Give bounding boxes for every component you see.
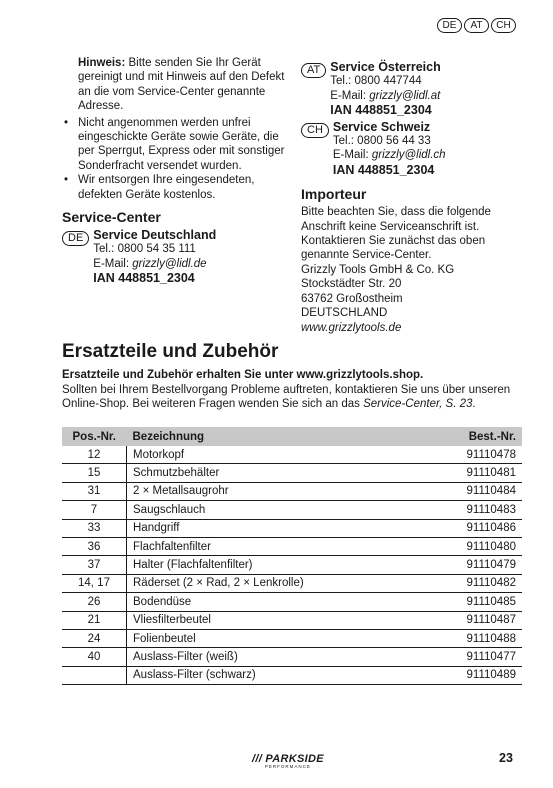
cell-best-nr: 91110481 (420, 464, 522, 482)
header-best-nr: Best.-Nr. (420, 427, 522, 446)
table-row (62, 666, 522, 684)
table-row (62, 464, 522, 482)
header-pos-nr: Pos.-Nr. (62, 427, 127, 446)
service-de-email[interactable]: grizzly@lidl.de (132, 257, 207, 270)
hint-label: Hinweis: (78, 57, 126, 69)
service-de-tel: Tel.: 0800 54 35 111 (93, 243, 196, 256)
cell-bezeichnung: Bodendüse (127, 593, 421, 611)
service-de-title: Service Deutschland (93, 228, 217, 243)
cell-bezeichnung: Auslass-Filter (weiß) (127, 648, 421, 666)
table-row (62, 629, 522, 647)
service-ch-block (301, 120, 511, 178)
cell-pos-nr: 37 (62, 556, 127, 574)
cell-pos-nr: 36 (62, 537, 127, 555)
cell-best-nr: 91110489 (420, 666, 522, 684)
parts-table (62, 427, 522, 685)
page-number: 23 (499, 751, 513, 765)
hint-text: Bitte senden Sie Ihr Gerät gereinigt und mit Hinweis auf den Defekt an die vom Service-Center genannte Adresse. (78, 57, 285, 113)
cell-best-nr: 91110480 (420, 537, 522, 555)
parts-section-title: Ersatzteile und Zubehör (62, 341, 279, 362)
cell-bezeichnung: Folienbeutel (127, 629, 421, 647)
email-label: E-Mail: (330, 89, 370, 102)
cell-bezeichnung: Räderset (2 × Rad, 2 × Lenkrolle) (127, 574, 421, 592)
country-badge-ch: CH (491, 18, 516, 33)
importer-address-line: 63762 Großostheim (301, 292, 403, 305)
right-column (301, 60, 511, 335)
brand-name: /// PARKSIDE (252, 753, 324, 765)
service-at-ian: IAN 448851_2304 (330, 103, 432, 118)
bullet-item: • Nicht angenommen werden unfrei eingeschickte Geräte sowie Geräte, die per Sperrgut, Express oder mit sonstiger Sonderfracht versendet wurden. (62, 116, 287, 174)
importer-text: Bitte beachten Sie, dass die folgende Anschrift keine Serviceanschrift ist. Kontaktieren Sie zunächst das oben genannte Service-Center. (301, 206, 491, 262)
cell-bezeichnung: Halter (Flachfaltenfilter) (127, 556, 421, 574)
country-badge-at: AT (464, 18, 489, 33)
table-row (62, 574, 522, 592)
intro-text: Sollten bei Ihrem Bestellvorgang Probleme auftreten, kontaktieren Sie uns über unseren Online-Shop. Bei weiteren Fragen wenden Sie sich an das (62, 383, 511, 410)
service-at-email[interactable]: grizzly@lidl.at (369, 89, 441, 102)
cell-pos-nr (62, 666, 127, 684)
intro-bold: Ersatzteile und Zubehör erhalten Sie unter www.grizzlytools.shop. (62, 369, 424, 381)
parts-table-body (62, 446, 522, 685)
email-label: E-Mail: (332, 149, 372, 162)
service-ch-ian: IAN 448851_2304 (332, 162, 435, 177)
cell-pos-nr: 7 (62, 501, 127, 519)
cell-pos-nr: 31 (62, 482, 127, 500)
cell-pos-nr: 12 (62, 446, 127, 464)
intro-reference[interactable]: Service-Center, S. 23 (363, 398, 473, 410)
cell-bezeichnung: Flachfaltenfilter (127, 537, 421, 555)
cell-bezeichnung: Auslass-Filter (schwarz) (127, 666, 421, 684)
cell-best-nr: 91110482 (420, 574, 522, 592)
service-center-heading: Service-Center (62, 209, 161, 226)
bullet-item: • Wir entsorgen Ihre eingesendeten, defekten Geräte kostenlos. (62, 173, 287, 202)
cell-best-nr: 91110488 (420, 629, 522, 647)
cell-best-nr: 91110478 (420, 446, 522, 464)
service-ch-title: Service Schweiz (332, 119, 431, 134)
parkside-logo (252, 753, 324, 769)
importer-heading: Importeur (301, 186, 367, 203)
service-at-tel: Tel.: 0800 447744 (330, 75, 422, 88)
table-row (62, 446, 522, 464)
table-header-row (62, 427, 522, 446)
cell-best-nr: 91110479 (420, 556, 522, 574)
service-at-block (301, 60, 511, 118)
service-de-badge: DE (62, 231, 89, 246)
cell-best-nr: 91110484 (420, 482, 522, 500)
importer-address-line: DEUTSCHLAND (301, 307, 388, 320)
cell-best-nr: 91110486 (420, 519, 522, 537)
header-bezeichnung: Bezeichnung (127, 427, 421, 446)
service-ch-email[interactable]: grizzly@lidl.ch (371, 149, 446, 162)
cell-pos-nr: 15 (62, 464, 127, 482)
table-row (62, 537, 522, 555)
cell-best-nr: 91110477 (420, 648, 522, 666)
left-column (62, 56, 287, 286)
cell-pos-nr: 21 (62, 611, 127, 629)
importer-address-line: Grizzly Tools GmbH & Co. KG (301, 263, 455, 276)
table-row (62, 611, 522, 629)
brand-subline: PERFORMANCE (264, 764, 311, 769)
service-ch-email-line (333, 148, 446, 162)
importer-website[interactable]: www.grizzlytools.de (301, 321, 402, 334)
service-ch-badge: CH (301, 123, 329, 138)
table-row (62, 519, 522, 537)
bullet-list (62, 116, 287, 202)
cell-bezeichnung: Motorkopf (127, 446, 421, 464)
cell-bezeichnung: Saugschlauch (127, 501, 421, 519)
cell-pos-nr: 26 (62, 593, 127, 611)
service-de-email-line (93, 257, 216, 271)
cell-best-nr: 91110487 (420, 611, 522, 629)
cell-pos-nr: 33 (62, 519, 127, 537)
cell-pos-nr: 24 (62, 629, 127, 647)
service-de-ian: IAN 448851_2304 (93, 271, 195, 286)
service-at-badge: AT (301, 63, 326, 78)
parts-section-intro (62, 368, 522, 412)
cell-pos-nr: 40 (62, 648, 127, 666)
hint-paragraph (62, 56, 287, 114)
country-badges (437, 18, 516, 33)
email-label: E-Mail: (93, 257, 133, 270)
cell-bezeichnung: Vliesfilterbeutel (127, 611, 421, 629)
table-row (62, 648, 522, 666)
service-ch-tel: Tel.: 0800 56 44 33 (332, 135, 431, 148)
intro-end: . (472, 398, 476, 410)
cell-bezeichnung: Schmutzbehälter (127, 464, 421, 482)
cell-bezeichnung: 2 × Metallsaugrohr (127, 482, 421, 500)
service-de-block (62, 228, 287, 286)
service-at-title: Service Österreich (330, 60, 441, 74)
importer-address-line: Stockstädter Str. 20 (301, 278, 402, 291)
cell-bezeichnung: Handgriff (127, 519, 421, 537)
table-row (62, 593, 522, 611)
table-row (62, 482, 522, 500)
service-at-email-line (330, 89, 441, 103)
cell-pos-nr: 14, 17 (62, 574, 127, 592)
table-row (62, 556, 522, 574)
country-badge-de: DE (437, 18, 462, 33)
table-row (62, 501, 522, 519)
cell-best-nr: 91110483 (420, 501, 522, 519)
cell-best-nr: 91110485 (420, 593, 522, 611)
